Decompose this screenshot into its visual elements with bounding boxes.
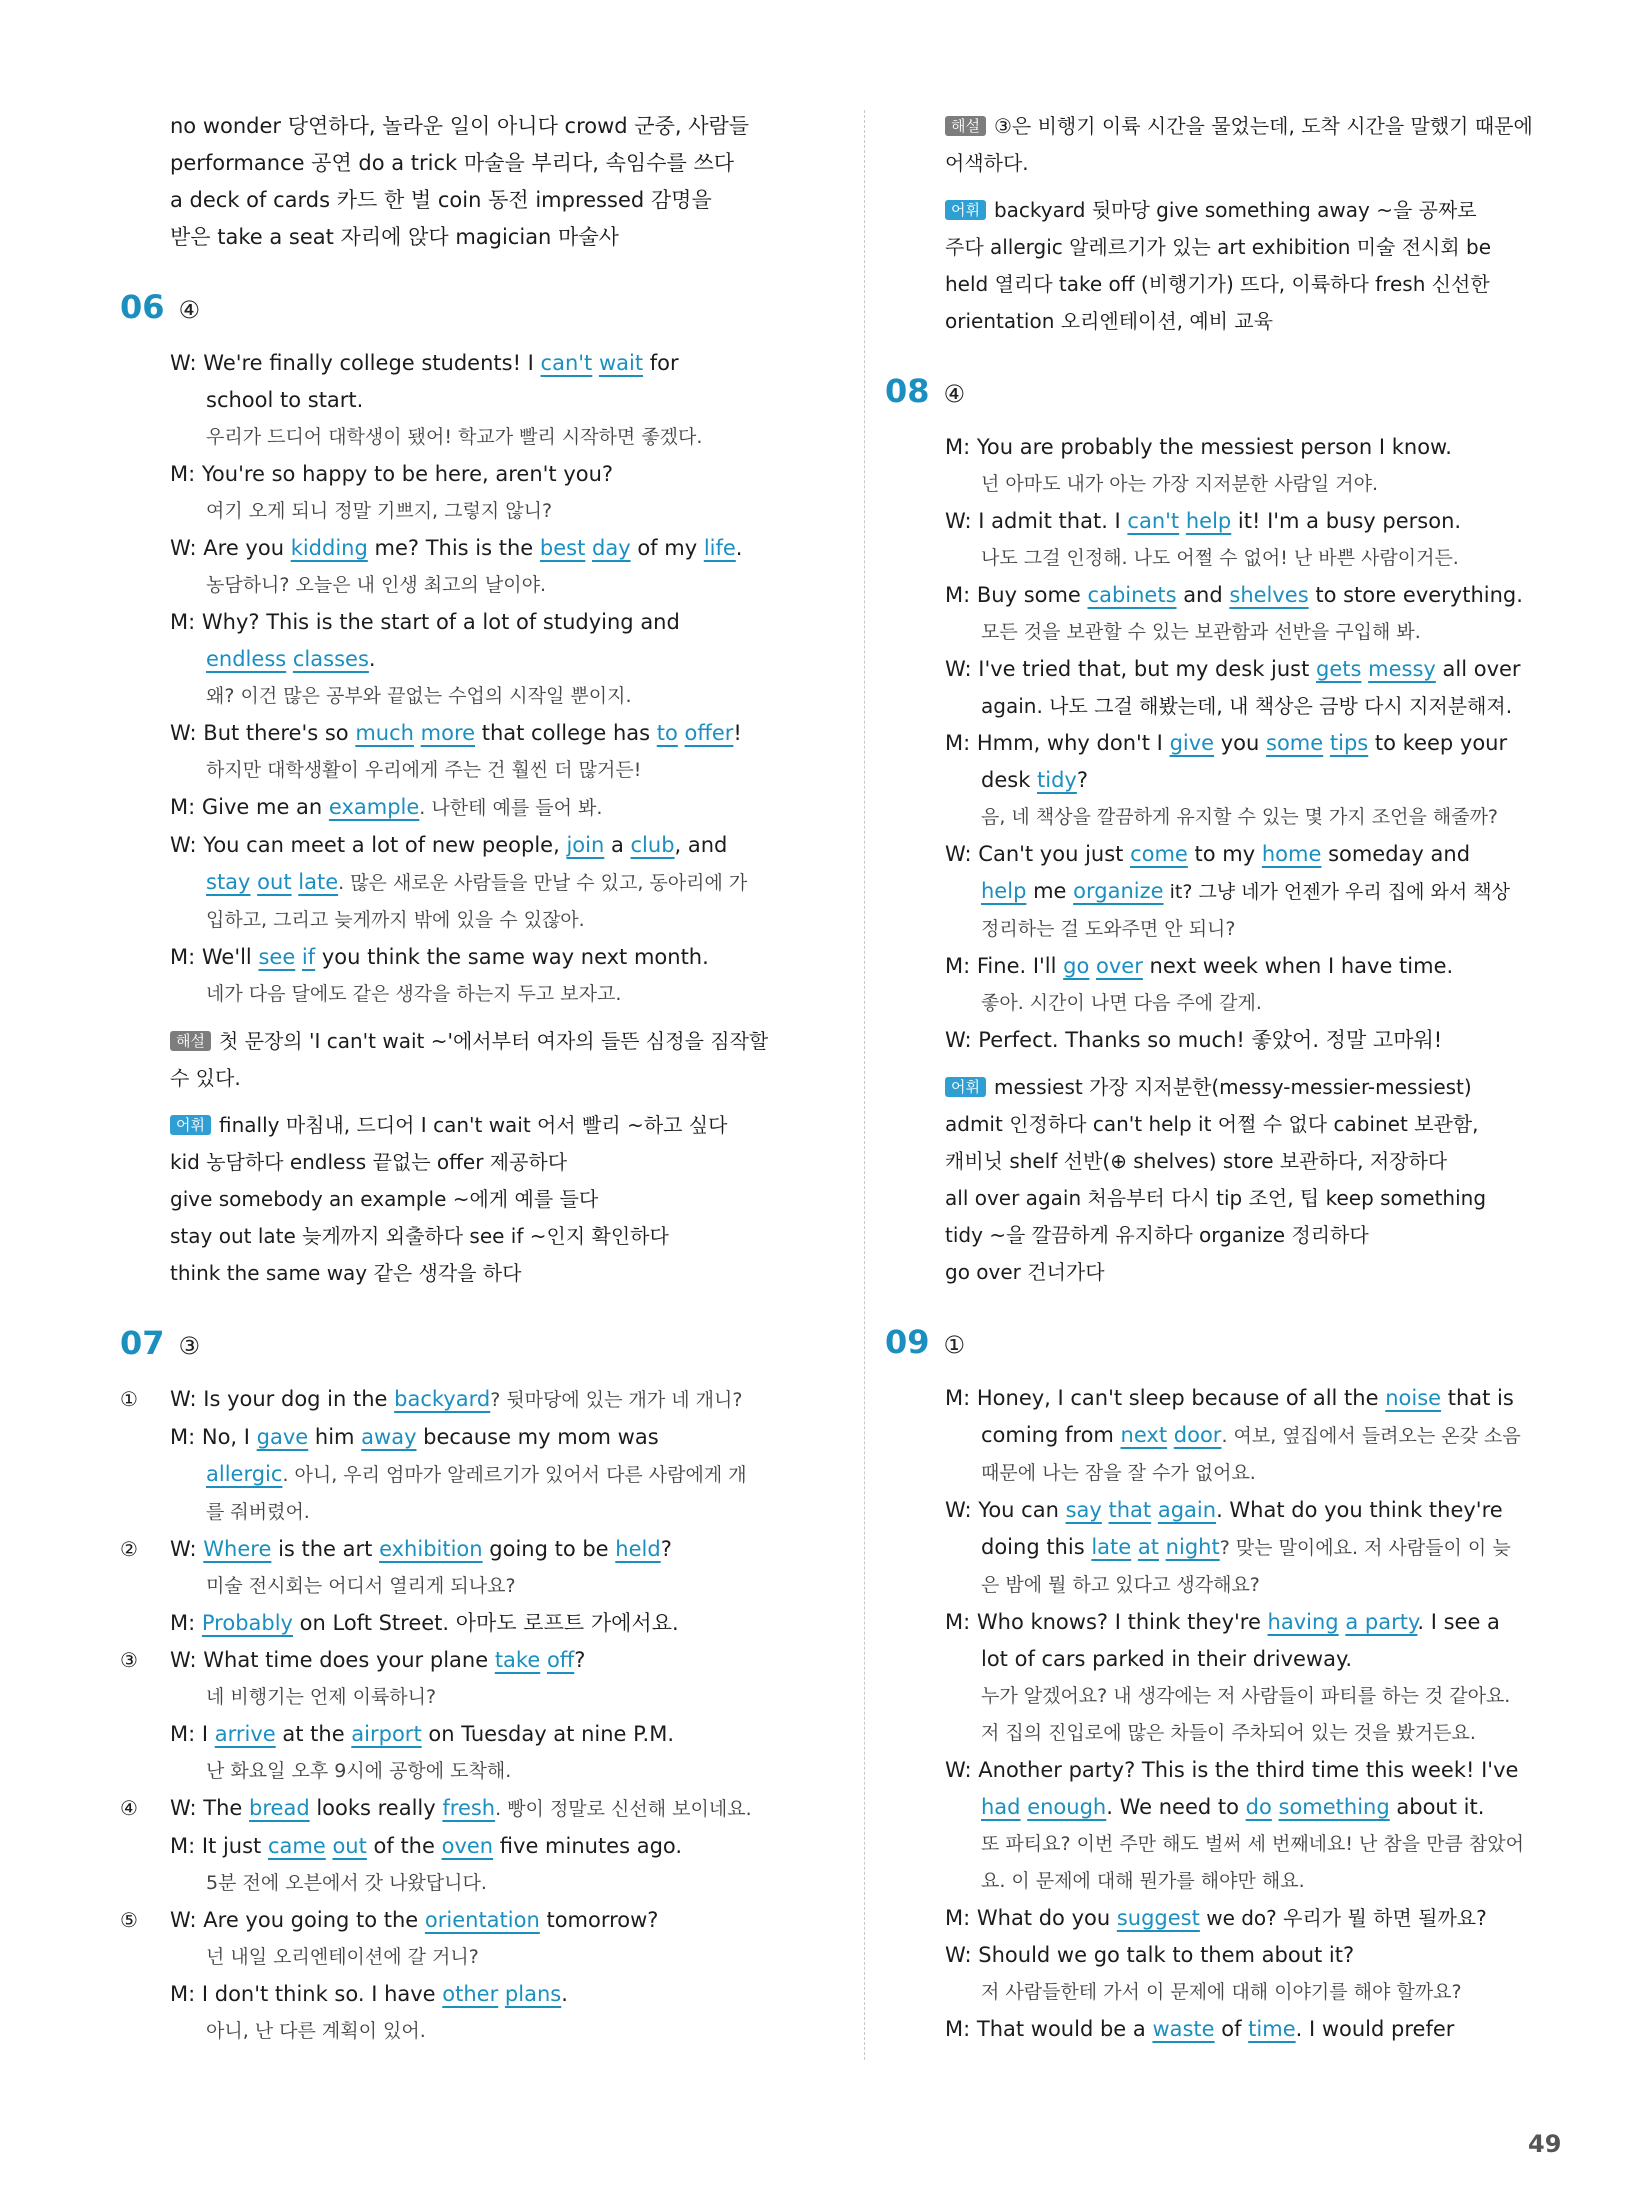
vocab-tag: 어휘 <box>945 1077 986 1097</box>
keyword: had <box>981 1795 1021 1819</box>
keyword: can't <box>540 351 593 375</box>
vocab-line: kid 농담하다 endless 끝없는 offer 제공하다 <box>170 1150 568 1174</box>
translation-line: 하지만 대학생활이 우리에게 주는 건 훨씬 더 많거든! <box>206 759 642 781</box>
keyword: much <box>355 721 414 745</box>
keyword: arrive <box>214 1722 276 1746</box>
dialogue-line: W: Is your dog in the backyard? 뒷마당에 있는 개가 네 개니? <box>170 1387 743 1411</box>
dialogue-line: M: Honey, I can't sleep because of all the noise that is <box>945 1386 1514 1410</box>
translation-line: 입하고, 그리고 늦게까지 밖에 있을 수 있잖아. <box>206 909 585 931</box>
keyword: door <box>1173 1423 1222 1447</box>
dialogue-line: endless classes. <box>206 647 376 671</box>
keyword: classes <box>292 647 369 671</box>
dialogue-line: W: I admit that. I can't help it! I'm a busy person. <box>945 509 1462 533</box>
translation-line: 를 줘버렸어. <box>206 1501 310 1523</box>
vocab-line: a deck of cards 카드 한 벌 coin 동전 impressed 감명을 <box>170 188 712 212</box>
translation-line: 넌 내일 오리엔테이션에 갈 거니? <box>206 1946 479 1968</box>
keyword: suggest <box>1116 1906 1200 1930</box>
keyword: help <box>1185 509 1232 533</box>
keyword: say <box>1065 1498 1102 1522</box>
vocab-line: no wonder 당연하다, 놀라운 일이 아니다 crowd 군중, 사람들 <box>170 114 750 138</box>
keyword: exhibition <box>379 1537 483 1561</box>
keyword: can't <box>1127 509 1180 533</box>
vocab-tag: 어휘 <box>170 1115 211 1135</box>
keyword: oven <box>441 1834 494 1858</box>
choice-5-marker: ⑤ <box>120 1908 138 1932</box>
dialogue-line: stay out late. 많은 새로운 사람들을 만날 수 있고, 동아리에 가 <box>206 870 748 894</box>
dialogue-line: M: I arrive at the airport on Tuesday at nine P.M. <box>170 1722 674 1746</box>
dialogue-line: W: What time does your plane take off? <box>170 1648 586 1672</box>
vocab-line: go over 건너가다 <box>945 1260 1105 1284</box>
dialogue-line: M: I don't think so. I have other plans. <box>170 1982 568 2006</box>
translation-line: 넌 아마도 내가 아는 가장 지저분한 사람일 거야. <box>981 473 1379 495</box>
keyword: came <box>267 1834 326 1858</box>
keyword: a party <box>1345 1610 1418 1634</box>
keyword: plans <box>504 1982 562 2006</box>
keyword: go <box>1063 954 1090 978</box>
keyword: do <box>1245 1795 1272 1819</box>
translation-line: 네 비행기는 언제 이륙하니? <box>206 1686 437 1708</box>
keyword: late <box>298 870 339 894</box>
vocab-line: orientation 오리엔테이션, 예비 교육 <box>945 309 1274 333</box>
dialogue-line: W: Another party? This is the third time this week! I've <box>945 1758 1519 1782</box>
keyword: airport <box>351 1722 422 1746</box>
keyword: organize <box>1073 879 1164 903</box>
vocab-line: 어휘 finally 마침내, 드디어 I can't wait 어서 빨리 ~하고 싶다 <box>170 1107 860 1144</box>
dialogue-line: had enough. We need to do something about it. <box>981 1795 1485 1819</box>
keyword: join <box>566 833 605 857</box>
dialogue-line: allergic. 아니, 우리 엄마가 알레르기가 있어서 다른 사람에게 개 <box>206 1462 747 1486</box>
vocab-line: 받은 take a seat 자리에 앉다 magician 마술사 <box>170 225 619 249</box>
dialogue-line: desk tidy? <box>981 768 1089 792</box>
translation-line: 나도 그걸 인정해. 나도 어쩔 수 없어! 난 바쁜 사람이거든. <box>981 547 1459 569</box>
choice-2-marker: ② <box>120 1537 138 1561</box>
dialogue-line: M: Give me an example. 나한테 예를 들어 봐. <box>170 795 603 819</box>
vocab-line: 캐비닛 shelf 선반(⊕ shelves) store 보관하다, 저장하다 <box>945 1149 1448 1173</box>
keyword: life <box>703 536 736 560</box>
keyword: having <box>1267 1610 1339 1634</box>
translation-line: 저 사람들한테 가서 이 문제에 대해 이야기를 해야 할까요? <box>981 1981 1462 2003</box>
keyword: home <box>1261 842 1322 866</box>
explanation-line: 어색하다. <box>945 151 1029 175</box>
keyword: kidding <box>290 536 368 560</box>
keyword: noise <box>1385 1386 1442 1410</box>
vocab-line: 어휘 messiest 가장 지저분한(messy-messier-messiest) <box>945 1069 1565 1106</box>
dialogue-line: W: Perfect. Thanks so much! 좋았어. 정말 고마워! <box>945 1028 1443 1052</box>
translation-line: 네가 다음 달에도 같은 생각을 하는지 두고 보자고. <box>206 983 622 1005</box>
translation-line: 좋아. 시간이 나면 다음 주에 갈게. <box>981 992 1262 1014</box>
translation-line: 아니, 난 다른 계획이 있어. <box>206 2020 426 2042</box>
translation-line: 또 파티요? 이번 주만 해도 벌써 세 번째네요! 난 참을 만큼 참았어 <box>981 1833 1524 1855</box>
dialogue-line: M: Why? This is the start of a lot of studying and <box>170 610 680 634</box>
dialogue-line: M: You're so happy to be here, aren't you? <box>170 462 614 486</box>
translation-line: 난 화요일 오후 9시에 공항에 도착해. <box>206 1760 512 1782</box>
keyword: held <box>615 1537 661 1561</box>
keyword: gets <box>1316 657 1362 681</box>
keyword: bread <box>249 1796 310 1820</box>
translation-line: 여기 오게 되니 정말 기쁘지, 그렇지 않니? <box>206 500 553 522</box>
choice-4-marker: ④ <box>120 1796 138 1820</box>
vocab-line: give somebody an example ~에게 예를 들다 <box>170 1187 599 1211</box>
dialogue-line: M: Buy some cabinets and shelves to store everything. <box>945 583 1523 607</box>
translation-line: 은 밤에 뭘 하고 있다고 생각해요? <box>981 1574 1260 1596</box>
keyword: at <box>1137 1535 1159 1559</box>
dialogue-line: M: Hmm, why don't I give you some tips to keep your <box>945 731 1508 755</box>
dialogue-line: M: We'll see if you think the same way next month. <box>170 945 709 969</box>
explanation-line: 해설 첫 문장의 'I can't wait ~'에서부터 여자의 들뜬 심정을 짐작할 <box>170 1023 860 1060</box>
dialogue-line: W: We're finally college students! I can't wait for <box>170 351 679 375</box>
dialogue-line: M: That would be a waste of time. I would prefer <box>945 2017 1455 2041</box>
explanation-tag: 해설 <box>945 116 986 136</box>
translation-line: 농담하니? 오늘은 내 인생 최고의 날이야. <box>206 574 546 596</box>
dialogue-line: W: The bread looks really fresh. 빵이 정말로 신선해 보이네요. <box>170 1796 752 1820</box>
vocab-line: 주다 allergic 알레르기가 있는 art exhibition 미술 전시회 be <box>945 235 1492 259</box>
dialogue-line: M: What do you suggest we do? 우리가 뭘 하면 될까요? <box>945 1906 1487 1930</box>
translation-line: 정리하는 걸 도와주면 안 되니? <box>981 918 1236 940</box>
explanation-tag: 해설 <box>170 1031 211 1051</box>
section-06-number: 06 ④ <box>120 288 201 326</box>
dialogue-line: W: Can't you just come to my home someday and <box>945 842 1471 866</box>
keyword: orientation <box>424 1908 540 1932</box>
keyword: night <box>1165 1535 1220 1559</box>
keyword: tidy <box>1037 768 1077 792</box>
keyword: fresh <box>442 1796 496 1820</box>
keyword: come <box>1130 842 1188 866</box>
vocab-line: all over again 처음부터 다시 tip 조언, 팁 keep something <box>945 1186 1487 1210</box>
dialogue-line: W: Are you going to the orientation tomorrow? <box>170 1908 659 1932</box>
right-column <box>885 108 1565 2048</box>
explanation-line: 해설 ③은 비행기 이륙 시간을 물었는데, 도착 시간을 말했기 때문에 <box>945 108 1565 145</box>
keyword: over <box>1096 954 1143 978</box>
keyword: take <box>494 1648 541 1672</box>
translation-line: 저 집의 진입로에 많은 차들이 주차되어 있는 것을 봤거든요. <box>981 1722 1476 1744</box>
dialogue-line: help me organize it? 그냥 네가 언젠가 우리 집에 와서 책상 <box>981 879 1510 903</box>
keyword: endless <box>206 647 287 671</box>
left-column <box>120 108 860 2050</box>
keyword: Probably <box>201 1611 293 1635</box>
keyword: something <box>1278 1795 1390 1819</box>
translation-line: 미술 전시회는 어디서 열리게 되나요? <box>206 1575 516 1597</box>
keyword: cabinets <box>1087 583 1177 607</box>
keyword: tips <box>1329 731 1369 755</box>
dialogue-line: M: It just came out of the oven five minutes ago. <box>170 1834 683 1858</box>
keyword: club <box>630 833 675 857</box>
vocab-line: 어휘 backyard 뒷마당 give something away ~을 공짜로 <box>945 192 1565 229</box>
keyword: allergic <box>206 1462 283 1486</box>
translation-line: 왜? 이건 많은 공부와 끝없는 수업의 시작일 뿐이지. <box>206 685 632 707</box>
vocab-line: tidy ~을 깔끔하게 유지하다 organize 정리하다 <box>945 1223 1369 1247</box>
keyword: late <box>1091 1535 1132 1559</box>
dialogue-line: W: Are you kidding me? This is the best day of my life. <box>170 536 743 560</box>
vocab-line: performance 공연 do a trick 마술을 부리다, 속임수를 쓰다 <box>170 151 735 175</box>
dialogue-line: W: You can meet a lot of new people, join a club, and <box>170 833 728 857</box>
dialogue-line: W: Where is the art exhibition going to be held? <box>170 1537 672 1561</box>
keyword: stay <box>206 870 251 894</box>
explanation-line: 수 있다. <box>170 1066 241 1090</box>
keyword: away <box>361 1425 417 1449</box>
keyword: example <box>328 795 420 819</box>
column-divider <box>864 110 865 2060</box>
section-07-number: 07 ③ <box>120 1324 201 1362</box>
translation-line: 음, 네 책상을 깔끔하게 유지할 수 있는 몇 가지 조언을 해줄까? <box>981 806 1499 828</box>
keyword: to <box>656 721 678 745</box>
dialogue-line: coming from next door. 여보, 옆집에서 들려오는 온갖 소음 <box>981 1423 1521 1447</box>
translation-line: 때문에 나는 잠을 잘 수가 없어요. <box>981 1462 1256 1484</box>
section-09-number: 09 ① <box>885 1323 966 1361</box>
vocab-line: held 열리다 take off (비행기가) 뜨다, 이륙하다 fresh 신선한 <box>945 272 1490 296</box>
vocab-tag: 어휘 <box>945 200 986 220</box>
keyword: shelves <box>1229 583 1309 607</box>
dialogue-line: lot of cars parked in their driveway. <box>981 1647 1353 1671</box>
translation-line: 우리가 드디어 대학생이 됐어! 학교가 빨리 시작하면 좋겠다. <box>206 426 703 448</box>
translation-line: 모든 것을 보관할 수 있는 보관함과 선반을 구입해 봐. <box>981 621 1421 643</box>
keyword: waste <box>1152 2017 1215 2041</box>
keyword: backyard <box>394 1387 491 1411</box>
dialogue-line: W: But there's so much more that college has to offer! <box>170 721 742 745</box>
keyword: next <box>1120 1423 1168 1447</box>
dialogue-line: W: Should we go talk to them about it? <box>945 1943 1355 1967</box>
choice-1-marker: ① <box>120 1387 138 1411</box>
section-09-answer: ① <box>943 1331 966 1359</box>
keyword: out <box>332 1834 367 1858</box>
keyword: gave <box>256 1425 309 1449</box>
dialogue-line: M: No, I gave him away because my mom was <box>170 1425 659 1449</box>
keyword: other <box>442 1982 499 2006</box>
section-06-answer: ④ <box>178 296 201 324</box>
keyword: help <box>981 879 1027 903</box>
dialogue-line: M: You are probably the messiest person I know. <box>945 435 1452 459</box>
keyword: give <box>1169 731 1215 755</box>
keyword: that <box>1108 1498 1152 1522</box>
dialogue-line: M: Fine. I'll go over next week when I have time. <box>945 954 1454 978</box>
section-08-number: 08 ④ <box>885 372 966 410</box>
keyword: if <box>301 945 316 969</box>
translation-line: 누가 알겠어요? 내 생각에는 저 사람들이 파티를 하는 것 같아요. <box>981 1685 1511 1707</box>
keyword: messy <box>1368 657 1436 681</box>
dialogue-line: W: I've tried that, but my desk just gets messy all over <box>945 657 1521 681</box>
page-number: 49 <box>1528 2130 1562 2158</box>
keyword: more <box>420 721 476 745</box>
keyword: enough <box>1027 1795 1107 1819</box>
vocab-line: think the same way 같은 생각을 하다 <box>170 1261 522 1285</box>
dialogue-line: M: Probably on Loft Street. 아마도 로프트 가에서요. <box>170 1611 679 1635</box>
keyword: off <box>546 1648 575 1672</box>
choice-3-marker: ③ <box>120 1648 138 1672</box>
keyword: Where <box>203 1537 272 1561</box>
dialogue-line: school to start. <box>206 388 364 412</box>
keyword: again <box>1157 1498 1217 1522</box>
section-07-answer: ③ <box>178 1332 201 1360</box>
keyword: time <box>1248 2017 1296 2041</box>
translation-line: 요. 이 문제에 대해 뭔가를 해야만 해요. <box>981 1870 1305 1892</box>
keyword: offer <box>684 721 734 745</box>
dialogue-line: W: You can say that again. What do you think they're <box>945 1498 1503 1522</box>
vocab-line: stay out late 늦게까지 외출하다 see if ~인지 확인하다 <box>170 1224 669 1248</box>
keyword: day <box>592 536 631 560</box>
translation-line: 5분 전에 오븐에서 갓 나왔답니다. <box>206 1872 487 1894</box>
keyword: out <box>257 870 292 894</box>
dialogue-line: doing this late at night? 맞는 말이에요. 저 사람들이 이 늦 <box>981 1535 1511 1559</box>
dialogue-line: M: Who knows? I think they're having a party. I see a <box>945 1610 1500 1634</box>
vocab-line: admit 인정하다 can't help it 어쩔 수 없다 cabinet 보관함, <box>945 1112 1479 1136</box>
dialogue-line: again. 나도 그걸 해봤는데, 내 책상은 금방 다시 지저분해져. <box>981 694 1513 718</box>
section-08-answer: ④ <box>943 380 966 408</box>
keyword: see <box>258 945 296 969</box>
keyword: wait <box>598 351 644 375</box>
keyword: some <box>1266 731 1324 755</box>
keyword: best <box>539 536 586 560</box>
